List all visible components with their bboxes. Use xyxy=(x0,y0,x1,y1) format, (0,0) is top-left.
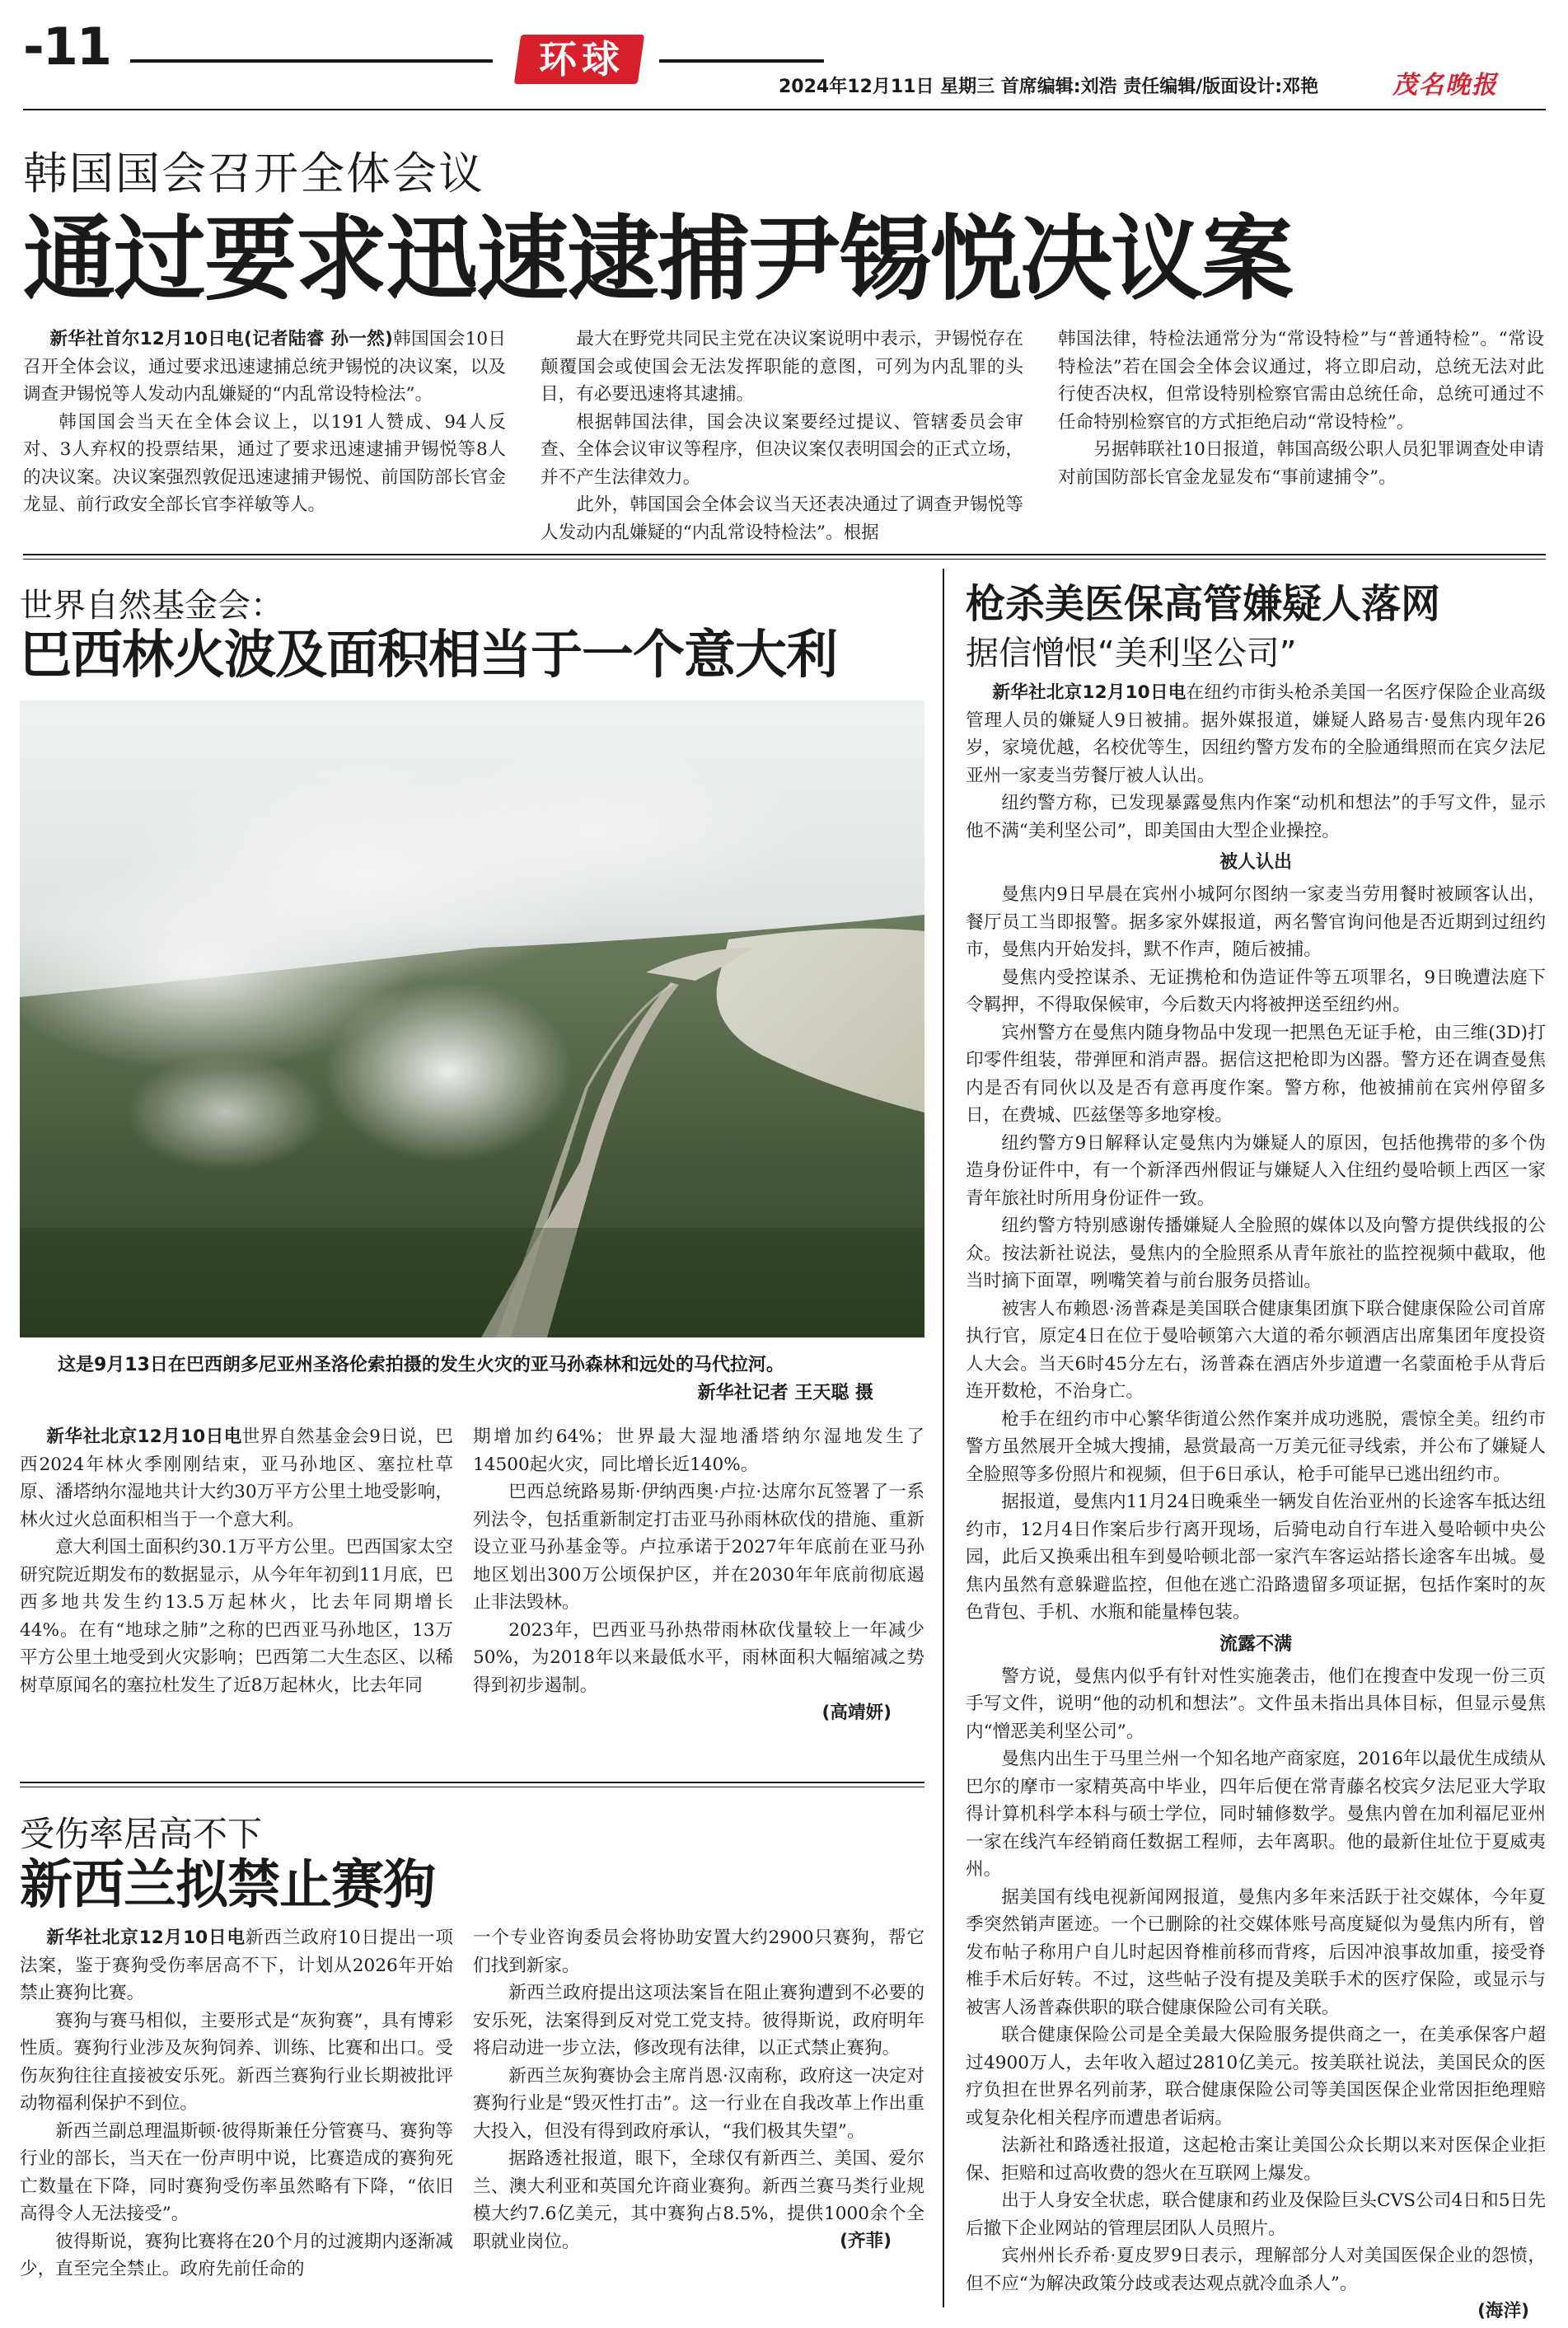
paragraph: 被害人布赖恩·汤普森是美国联合健康集团旗下联合健康保险公司首席执行官，原定4日在位于曼哈顿第六大道的希尔顿酒店出席集团年度投资人大会。当天6时45分左右，汤普森在酒店外步道遭一名蒙面枪手从背后连开数枪，不治身亡。 xyxy=(966,1298,1546,1402)
article1-col2 xyxy=(541,326,1023,546)
photo-credit: 新华社记者 王天聪 摄 xyxy=(697,1383,873,1403)
paragraph: 据路透社报道，眼下，全球仅有新西兰、美国、爱尔兰、澳大利亚和英国允许商业赛狗。新西兰赛马类行业规模大约7.6亿美元，其中赛狗占8.5%，提供1000余个全职就业岗位。 xyxy=(473,2148,924,2252)
article3-kicker: 受伤率居高不下 xyxy=(20,1814,263,1854)
article1-col1 xyxy=(23,326,506,519)
smoke-plume xyxy=(127,1055,325,1170)
paragraph: 2023年，巴西亚马孙热带雨林砍伐量较上一年减少50%，为2018年以来最低水平，雨林面积大幅缩减之势得到初步遏制。 xyxy=(473,1619,924,1696)
article2-credit: (高靖妍) xyxy=(821,1703,892,1723)
paragraph: 曼焦内9日早晨在宾州小城阿尔图纳一家麦当劳用餐时被顾客认出，餐厅员工当即报警。据多家外媒报道，两名警官询问他是否近期到过纽约市，曼焦内开始发抖，默不作声，随后被捕。 xyxy=(966,884,1546,960)
paragraph: 纽约警方特别感谢传播嫌疑人全脸照的媒体以及向警方提供线报的公众。按法新社说法，曼焦内的全脸照系从青年旅社的监控视频中截取，他当时摘下面罩，咧嘴笑着与前台服务员搭讪。 xyxy=(966,1216,1546,1291)
article3-headline: 新西兰拟禁止赛狗 xyxy=(20,1855,435,1916)
paragraph: 警方说，曼焦内似乎有针对性实施袭击，他们在搜查中发现一份三页手写文件，说明“他的动机和想法”。文件虽未指出具体目标，但显示曼焦内“憎恶美利坚公司”。 xyxy=(966,1665,1546,1742)
header-rule-right xyxy=(659,59,824,63)
aerial-photo-illustration xyxy=(20,700,924,1337)
header-underline xyxy=(23,109,1546,110)
article2-kicker: 世界自然基金会： xyxy=(20,587,283,625)
article4-credit: (海洋) xyxy=(1477,2301,1529,2321)
paragraph: 韩国法律，特检法通常分为“常设特检”与“普通特检”。“常设特检法”若在国会全体会议通过，将立即启动，总统无法对此行使否决权，但常设特别检察官需由总统任命，总统可通过不任命特别检察官的方式拒绝启动“常设特检”。 xyxy=(1058,329,1544,433)
article4-headline: 枪杀美医保高管嫌疑人落网 xyxy=(966,581,1441,627)
photo-caption xyxy=(58,1351,898,1408)
paragraph: 新华社北京12月10日电新西兰政府10日提出一项法案，鉴于赛狗受伤率居高不下，计划从2026年开始禁止赛狗比赛。 xyxy=(20,1928,453,2003)
smoke-plume xyxy=(382,750,811,915)
dateline: 新华社北京12月10日电 xyxy=(992,682,1187,703)
paragraph: 纽约警方9日解释认定曼焦内为嫌疑人的原因，包括他携带的多个伪造身份证件中，有一个新泽西州假证与嫌疑人入住纽约曼哈顿上西区一家青年旅社时所用身份证件一致。 xyxy=(966,1132,1546,1209)
section-heading: 被人认出 xyxy=(1219,852,1292,873)
paragraph: 据美国有线电视新闻网报道，曼焦内多年来活跃于社交媒体，今年夏季突然销声匿迹。一个已删除的社交媒体账号高度疑似为曼焦内所有，曾发布帖子称用户自儿时起因脊椎前移而背疼，后因冲浪事故加重，接受脊椎手术后好转。不过，这些帖子没有提及美联手术的医疗保险，或显示与被害人汤普森供职的联合健康保险公司有关联。 xyxy=(966,1886,1546,2018)
article2-separator xyxy=(20,1782,924,1783)
article2-col2 xyxy=(473,1423,924,1727)
paragraph: 根据韩国法律，国会决议案要经过提议、管辖委员会审查、全体会议审议等程序，但决议案仅表明国会的正式立场，并不产生法律效力。 xyxy=(541,411,1023,488)
dateline: 新华社北京12月10日电 xyxy=(46,1928,246,1948)
article3-col1 xyxy=(20,1924,453,2284)
paragraph: 法新社和路透社报道，这起枪击案让美国公众长期以来对医保企业拒保、拒赔和过高收费的怨火在互联网上爆发。 xyxy=(966,2135,1546,2184)
paragraph: 新华社北京12月10日电世界自然基金会9日说，巴西2024年林火季刚刚结束，亚马孙地区、塞拉杜草原、潘塔纳尔湿地共计大约30万平方公里土地受影响，林火过火总面积相当于一个意大利。 xyxy=(20,1426,453,1530)
paragraph: 纽约警方称，已发现暴露曼焦内作案“动机和想法”的手写文件，显示他不满“美利坚公司”，即美国由大型企业操控。 xyxy=(966,793,1546,841)
article1-separator xyxy=(23,554,1546,555)
article1-headline: 通过要求迅速逮捕尹锡悦决议案 xyxy=(23,206,1292,313)
paragraph: 新华社北京12月10日电在纽约市街头枪杀美国一名医疗保险企业高级管理人员的嫌疑人9日被捕。据外媒报道，嫌疑人路易吉·曼焦内现年26岁，家境优越，名校优等生，因纽约警方发布的全脸通缉照而在宾夕法尼亚州一家麦当劳餐厅被人认出。 xyxy=(966,682,1546,786)
masthead-logo: 茂名晚报 xyxy=(1392,71,1498,100)
paragraph: 宾州州长乔希·夏皮罗9日表示，理解部分人对美国医保企业的怨愤，但不应“为解决政策分歧或表达观点就冷血杀人”。 xyxy=(966,2246,1546,2294)
foreground-shadow xyxy=(20,1228,924,1337)
paragraph: 新西兰副总理温斯顿·彼得斯兼任分管赛马、赛狗等行业的部长，当天在一份声明中说，比赛造成的赛狗死亡数量在下降，同时赛狗受伤率虽然略有下降，“依旧高得令人无法接受”。 xyxy=(20,2120,453,2224)
paragraph: 另据韩联社10日报道，韩国高级公职人员犯罪调查处申请对前国防部长官金龙显发布“事前逮捕令”。 xyxy=(1058,439,1544,488)
paragraph: 最大在野党共同民主党在决议案说明中表示，尹锡悦存在颠覆国会或使国会无法发挥职能的意图，可列为内乱罪的头目，有必要迅速将其逮捕。 xyxy=(541,329,1023,405)
column-divider xyxy=(943,569,944,2307)
paragraph: 此外，韩国国会全体会议当天还表决通过了调查尹锡悦等人发动内乱嫌疑的“内乱常设特检法”。根据 xyxy=(541,494,1023,543)
paragraph: 新华社首尔12月10日电(记者陆睿 孙一然)韩国国会10日召开全体会议，通过要求迅速逮捕总统尹锡悦的决议案，以及调查尹锡悦等人发动内乱嫌疑的“内乱常设特检法”。 xyxy=(23,329,506,405)
paragraph: 彼得斯说，赛狗比赛将在20个月的过渡期内逐渐减少，直至完全禁止。政府先前任命的 xyxy=(20,2231,453,2279)
paragraph: 一个专业咨询委员会将协助安置大约2900只赛狗，帮它们找到新家。 xyxy=(473,1928,924,1976)
paragraph: 韩国国会当天在全体会议上，以191人赞成、94人反对、3人弃权的投票结果，通过了要求迅速逮捕尹锡悦等8人的决议案。决议案强烈敦促迅速逮捕尹锡悦、前国防部长官金龙显、前行政安全部长官李祥敏等人。 xyxy=(23,411,506,515)
paragraph: 期增加约64%；世界最大湿地潘塔纳尔湿地发生了14500起火灾，同比增长近140%。 xyxy=(473,1426,924,1475)
paragraph: 新西兰灰狗赛协会主席肖恩·汉南称，政府这一决定对赛狗行业是“毁灭性打击”。这一行业在自我改革上作出重大投入，但没有得到政府承认，“我们极其失望”。 xyxy=(473,2065,924,2142)
paragraph: 曼焦内受控谋杀、无证携枪和伪造证件等五项罪名，9日晚遭法庭下令羁押，不得取保候审，今后数天内将被押送至纽约州。 xyxy=(966,967,1546,1015)
dateline: 新华社首尔12月10日电(记者陆睿 孙一然) xyxy=(49,329,393,349)
article2-headline: 巴西林火波及面积相当于一个意大利 xyxy=(20,625,837,685)
article3-credit: (齐菲) xyxy=(840,2231,892,2251)
paragraph: 出于人身安全状虑，联合健康和药业及保险巨头CVS公司4日和5日先后撤下企业网站的管理层团队人员照片。 xyxy=(966,2190,1546,2239)
caption-text: 这是9月13日在巴西朗多尼亚州圣洛伦索拍摄的发生火灾的亚马孙森林和远处的马代拉河。 xyxy=(58,1355,784,1375)
paragraph: 枪手在纽约市中心繁华街道公然作案并成功逃脱，震惊全美。纽约市警方虽然展开全城大搜捕，悬赏最高一万美元征寻线索，并公布了嫌疑人全脸照等多份照片和视频，但于6日承认，枪手可能早已逃出纽约市。 xyxy=(966,1408,1546,1485)
article4-subhead: 据信憎恨“美利坚公司” xyxy=(966,635,1297,672)
page-number: -11 xyxy=(23,16,111,77)
article1-kicker: 韩国国会召开全体会议 xyxy=(23,148,484,199)
smoke-plume xyxy=(325,981,572,1162)
article1-col3 xyxy=(1058,326,1544,491)
header-rule-left xyxy=(130,59,493,63)
paragraph: 巴西总统路易斯·伊纳西奥·卢拉·达席尔瓦签署了一系列法令，包括重新制定打击亚马孙雨林砍伐的措施、重新设立亚马孙基金等。卢拉承诺于2027年年底前在亚马孙地区划出300万公顷保护区，并在2030年年底前彻底遏止非法毁林。 xyxy=(473,1482,924,1613)
section-heading: 流露不满 xyxy=(1219,1633,1292,1655)
header-meta: 2024年12月11日 星期三 首席编辑:刘浩 责任编辑/版面设计:邓艳 xyxy=(779,77,1319,97)
paragraph: 赛狗与赛马相似，主要形式是“灰狗赛”，具有博彩性质。赛狗行业涉及灰狗饲养、训练、比赛和出口。受伤灰狗往往直接被安乐死。新西兰赛狗行业长期被批评动物福利保护不到位。 xyxy=(20,2010,453,2114)
paragraph: 新西兰政府提出这项法案旨在阻止赛狗遭到不必要的安乐死，法案得到反对党工党支持。彼得斯说，政府明年将启动进一步立法，修改现有法律，以正式禁止赛狗。 xyxy=(473,1983,924,2059)
paragraph: 联合健康保险公司是全美最大保险服务提供商之一，在美承保客户超过4900万人，去年收入超过2810亿美元。按美联社说法，美国民众的医疗负担在世界名列前茅，联合健康保险公司等美国医保企业常因拒绝理赔或复杂化相关程序而遭患者诟病。 xyxy=(966,2025,1546,2129)
article4-body xyxy=(966,679,1546,2326)
paragraph: 曼焦内出生于马里兰州一个知名地产商家庭，2016年以最优生成绩从巴尔的摩市一家精英高中毕业，四年后便在常青藤名校宾夕法尼亚大学取得计算机科学本科与硕士学位，同时辅修数学。曼焦内曾在加利福尼亚州一家在线汽车经销商任数据工程师，去年离职。他的最新住址位于夏威夷州。 xyxy=(966,1749,1546,1880)
forest-fire-photo xyxy=(20,700,924,1337)
article2-col1 xyxy=(20,1423,453,1699)
paragraph: 宾州警方在曼焦内随身物品中发现一把黑色无证手枪，由三维(3D)打印零件组装，带弹匣和消声器。据信这把枪即为凶器。警方还在调查曼焦内是否有同伙以及是否有意再度作案。警方称，他被捕前在宾州停留多日，在费城、匹兹堡等多地穿梭。 xyxy=(966,1022,1546,1126)
article1-separator-2 xyxy=(23,559,1546,560)
dateline: 新华社北京12月10日电 xyxy=(46,1426,242,1447)
section-label: 环球 xyxy=(539,37,625,82)
paragraph: 意大利国土面积约30.1万平方公里。巴西国家太空研究院近期发布的数据显示，从今年年初到11月底，巴西多地共发生约13.5万起林火，比去年同期增长44%。在有“地球之肺”之称的巴西亚马孙地区，13万平方公里土地受到火灾影响；巴西第二大生态区、以稀树草原闻名的塞拉杜发生了近8万起林火，比去年同 xyxy=(20,1537,453,1696)
paragraph: 据报道，曼焦内11月24日晚乘坐一辆发自佐治亚州的长途客车抵达纽约市，12月4日作案后步行离开现场，后骑电动自行车进入曼哈顿中央公园，此后又换乘出租车到曼哈顿北部一家汽车客运站搭长途客车出城。曼焦内虽然有意躲避监控，但他在逃亡沿路遗留多项证据，包括作案时的灰色背包、手机、水瓶和能量棒包装。 xyxy=(966,1492,1546,1623)
article3-col2 xyxy=(473,1924,924,2255)
